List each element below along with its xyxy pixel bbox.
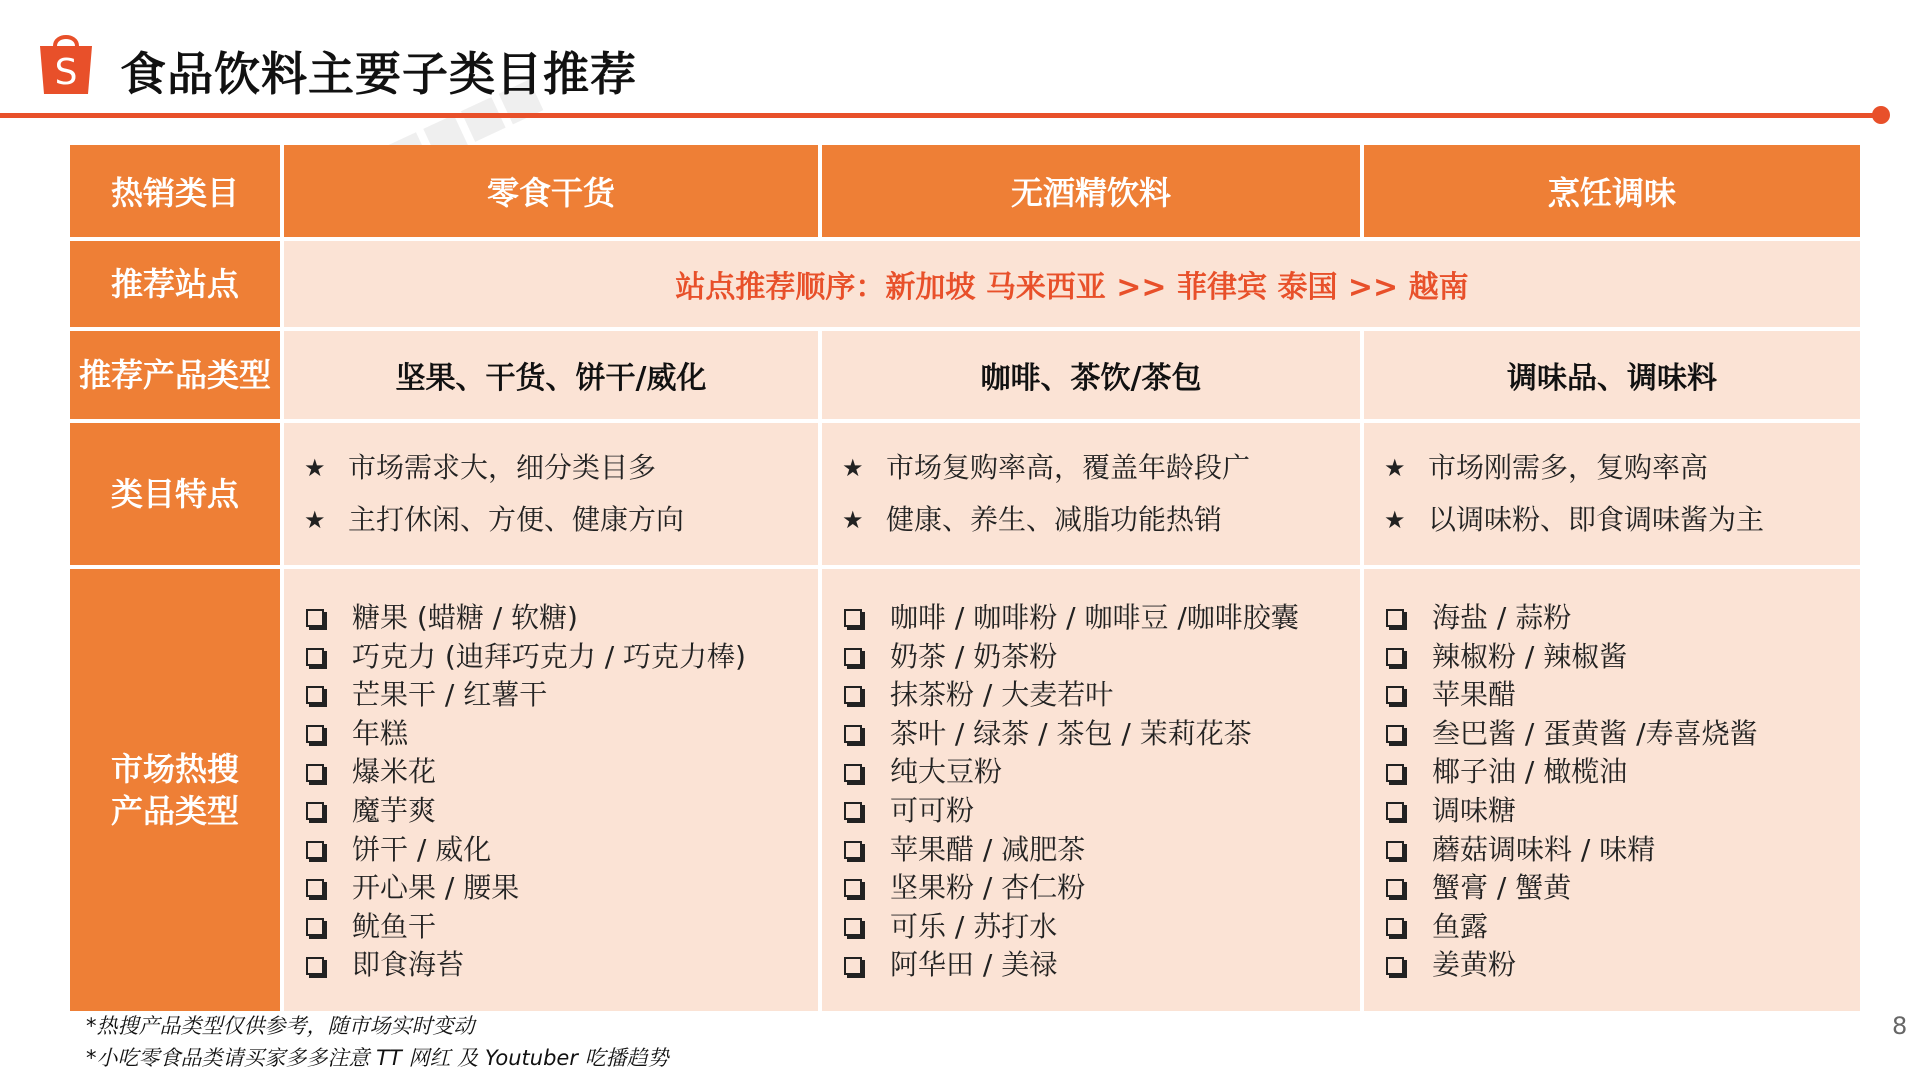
checkbox-icon (306, 879, 324, 897)
checkbox-icon (306, 841, 324, 859)
hot-item (1384, 831, 1758, 870)
hot-item (842, 869, 1299, 908)
hot-item-text: 可乐 / 苏打水 (890, 909, 1058, 943)
checkbox-icon (1386, 725, 1404, 743)
checkbox-icon (1386, 686, 1404, 704)
hot-item-text: 海盐 / 蒜粉 (1432, 601, 1572, 634)
hot-item-text: 鱼露 (1432, 909, 1489, 943)
hot-beverages (822, 569, 1360, 1011)
hot-item-text: 苹果醋 (1432, 678, 1517, 712)
hot-item (1384, 908, 1758, 947)
hot-item (304, 831, 746, 870)
hot-item (1384, 638, 1758, 677)
star-icon: ★ (1384, 506, 1406, 534)
checkbox-icon (306, 648, 324, 666)
row-label-product-type: 推荐产品类型 (70, 331, 280, 419)
checkbox-icon (844, 841, 862, 859)
watermark: ■■■■ (377, 67, 550, 184)
hot-item-text: 苹果醋 / 减肥茶 (890, 832, 1086, 866)
hot-item-text: 年糕 (352, 716, 409, 750)
star-icon: ★ (1384, 454, 1406, 482)
checkbox-icon (306, 918, 324, 936)
checkbox-icon (306, 957, 324, 975)
checkbox-icon (844, 725, 862, 743)
hot-item (842, 753, 1299, 792)
hot-item-text: 咖啡 / 咖啡粉 / 咖啡豆 /咖啡胶囊 (890, 601, 1299, 634)
rule-dot (1872, 106, 1890, 124)
feature-text: 以调味粉、即食调味酱为主 (1428, 503, 1765, 536)
checkbox-icon (844, 918, 862, 936)
checkbox-icon (1386, 609, 1404, 627)
hot-item-text: 开心果 / 腰果 (352, 871, 520, 905)
hot-item (842, 676, 1299, 715)
hot-item-text: 糖果 (蜡糖 / 软糖) (352, 601, 578, 634)
checkbox-icon (844, 648, 862, 666)
star-icon: ★ (842, 454, 864, 482)
hot-item (304, 792, 746, 831)
station-order-text: 站点推荐顺序：新加坡 马来西亚 >> 菲律宾 泰国 >> 越南 (675, 270, 1469, 305)
hot-item-text: 抹茶粉 / 大麦若叶 (890, 678, 1114, 712)
checkbox-icon (306, 686, 324, 704)
checkbox-icon (306, 802, 324, 820)
feature-item (842, 442, 1250, 494)
hot-item-text: 可可粉 (890, 793, 975, 827)
hot-item-text: 纯大豆粉 (890, 755, 1003, 789)
hot-item (842, 638, 1299, 677)
hot-item-text: 蘑菇调味料 / 味精 (1432, 832, 1656, 866)
feature-item (304, 442, 684, 494)
hot-item (1384, 946, 1758, 985)
ptype-snacks: 坚果、干货、饼干/威化 (284, 331, 818, 419)
hot-item-text: 姜黄粉 (1432, 948, 1517, 982)
hot-item (842, 908, 1299, 947)
checkbox-icon (844, 609, 862, 627)
header-hot-category: 热销类目 (70, 145, 280, 237)
hot-item-text: 爆米花 (352, 755, 437, 789)
checkbox-icon (844, 802, 862, 820)
checkbox-icon (1386, 841, 1404, 859)
checkbox-icon (1386, 957, 1404, 975)
hot-label-line2: 产品类型 (110, 792, 239, 830)
row-label-station: 推荐站点 (70, 241, 280, 327)
title-rule (0, 113, 1880, 118)
star-icon: ★ (842, 506, 864, 534)
hot-item-text: 饼干 / 威化 (352, 832, 492, 866)
checkbox-icon (844, 686, 862, 704)
features-snacks (284, 423, 818, 565)
hot-item (304, 638, 746, 677)
row-label-hot-search (70, 569, 280, 1011)
feature-text: 健康、养生、减脂功能热销 (886, 503, 1223, 536)
category-table (70, 145, 1848, 995)
hot-item (304, 715, 746, 754)
feature-item (842, 494, 1250, 546)
ptype-beverages: 咖啡、茶饮/茶包 (822, 331, 1360, 419)
hot-item (304, 599, 746, 638)
header-snacks: 零食干货 (284, 145, 818, 237)
hot-item-text: 巧克力 (迪拜巧克力 / 巧克力棒) (352, 639, 746, 673)
checkbox-icon (1386, 648, 1404, 666)
checkbox-icon (844, 879, 862, 897)
footnote-1: *热搜产品类型仅供参考，随市场实时变动 (86, 1014, 475, 1038)
hot-item (304, 869, 746, 908)
hot-item (1384, 715, 1758, 754)
hot-item-text: 辣椒粉 / 辣椒酱 (1432, 639, 1628, 673)
hot-label-line1: 市场热搜 (110, 750, 239, 788)
hot-item (304, 946, 746, 985)
hot-item-text: 茶叶 / 绿茶 / 茶包 / 茉莉花茶 (890, 716, 1252, 750)
hot-item-text: 坚果粉 / 杏仁粉 (890, 871, 1086, 905)
page-title: 食品饮料主要子类目推荐 (120, 47, 637, 101)
checkbox-icon (1386, 918, 1404, 936)
hot-item-text: 蟹膏 / 蟹黄 (1432, 871, 1572, 905)
hot-item (304, 676, 746, 715)
hot-item (842, 715, 1299, 754)
feature-text: 市场刚需多，复购率高 (1428, 451, 1709, 484)
ptype-cooking: 调味品、调味料 (1364, 331, 1860, 419)
feature-item (304, 494, 684, 546)
logo-letter: S (54, 52, 78, 93)
hot-snacks (284, 569, 818, 1011)
checkbox-icon (306, 725, 324, 743)
feature-text: 市场需求大，细分类目多 (348, 451, 657, 484)
hot-item (1384, 792, 1758, 831)
star-icon: ★ (304, 454, 326, 482)
header-beverages: 无酒精饮料 (822, 145, 1360, 237)
feature-text: 市场复购率高，覆盖年龄段广 (886, 451, 1251, 484)
header-cooking: 烹饪调味 (1364, 145, 1860, 237)
feature-text: 主打休闲、方便、健康方向 (348, 503, 685, 536)
hot-item-text: 芒果干 / 红薯干 (352, 678, 548, 712)
checkbox-icon (1386, 879, 1404, 897)
feature-item (1384, 494, 1764, 546)
checkbox-icon (306, 609, 324, 627)
hot-item-text: 叁巴酱 / 蛋黄酱 /寿喜烧酱 (1432, 716, 1758, 750)
hot-item-text: 鱿鱼干 (352, 909, 437, 943)
page-number: 8 (1892, 1012, 1908, 1040)
hot-cooking (1364, 569, 1860, 1011)
feature-item (1384, 442, 1764, 494)
shopee-logo (36, 28, 96, 98)
checkbox-icon (1386, 802, 1404, 820)
features-beverages (822, 423, 1360, 565)
hot-item (304, 908, 746, 947)
hot-item-text: 即食海苔 (352, 948, 465, 982)
star-icon: ★ (304, 506, 326, 534)
hot-item-text: 椰子油 / 橄榄油 (1432, 755, 1628, 789)
footnote-2: *小吃零食品类请买家多多注意 TT 网红 及 Youtuber 吃播趋势 (86, 1046, 669, 1070)
checkbox-icon (844, 957, 862, 975)
hot-item-text: 阿华田 / 美禄 (890, 948, 1058, 982)
hot-item (1384, 753, 1758, 792)
station-cell (284, 241, 1860, 327)
hot-item (842, 946, 1299, 985)
checkbox-icon (306, 764, 324, 782)
checkbox-icon (1386, 764, 1404, 782)
hot-item (304, 753, 746, 792)
checkbox-icon (844, 764, 862, 782)
hot-item (842, 792, 1299, 831)
features-cooking (1364, 423, 1860, 565)
hot-item-text: 调味糖 (1432, 793, 1517, 827)
row-label-features: 类目特点 (70, 423, 280, 565)
hot-item (842, 831, 1299, 870)
hot-item-text: 奶茶 / 奶茶粉 (890, 639, 1058, 673)
hot-item-text: 魔芋爽 (352, 793, 437, 827)
hot-item (1384, 676, 1758, 715)
hot-item (1384, 599, 1758, 638)
hot-item (842, 599, 1299, 638)
hot-item (1384, 869, 1758, 908)
